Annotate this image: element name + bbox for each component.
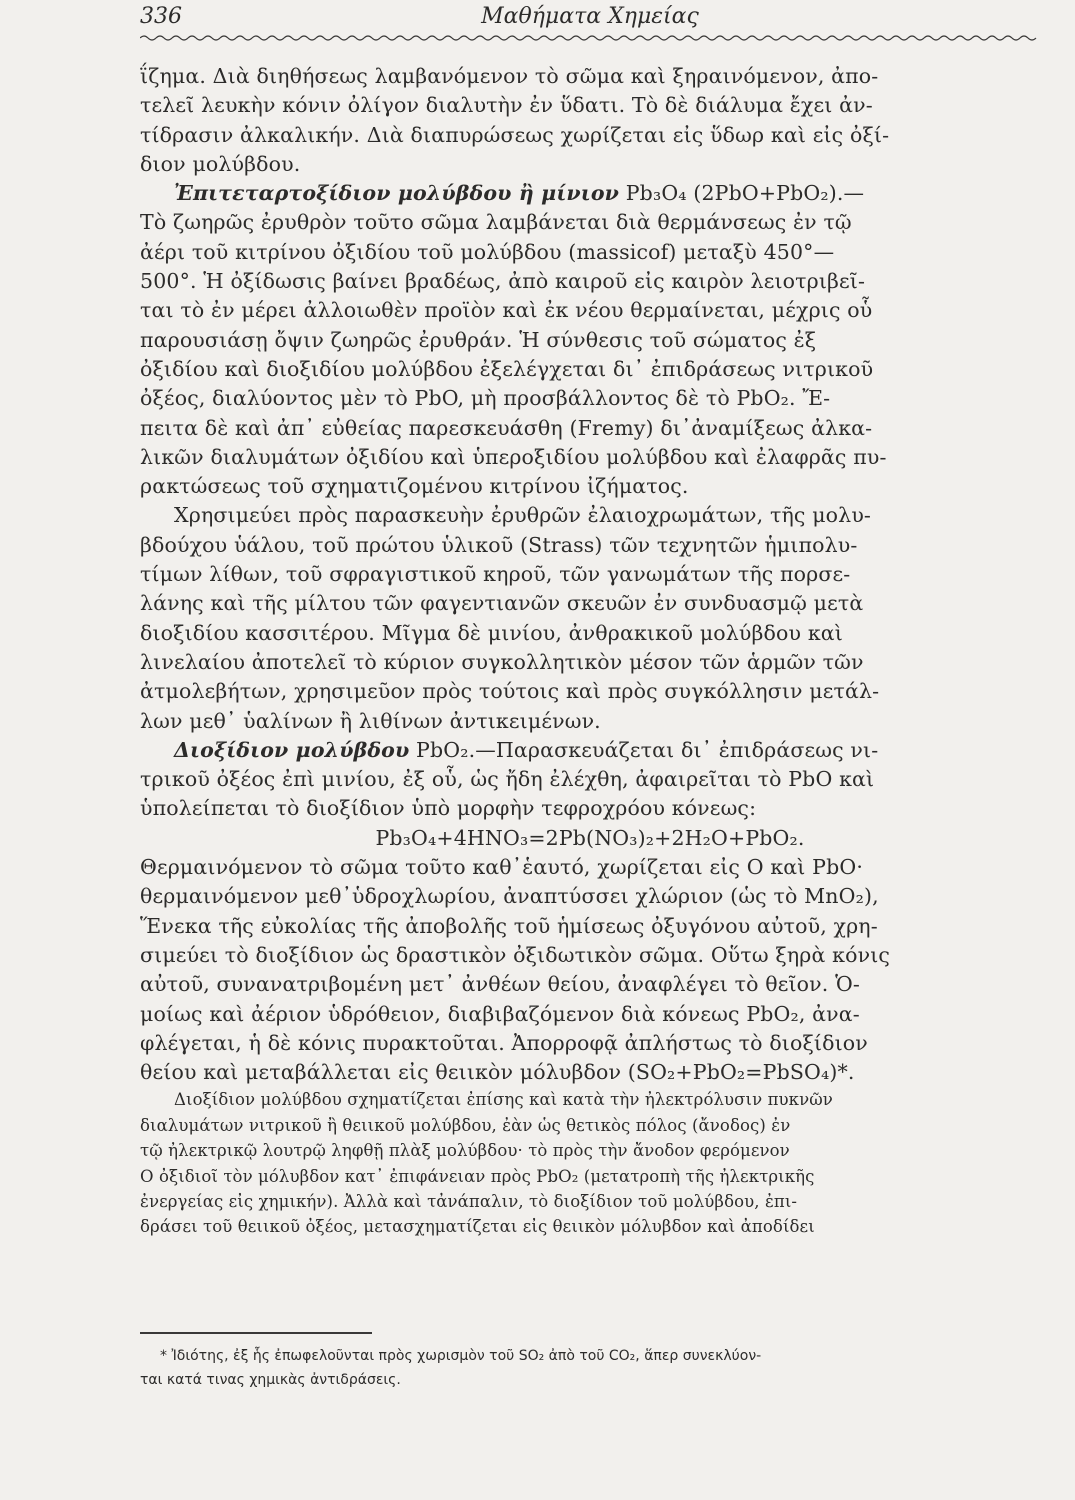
body-line: τίμων λίθων, τοῦ σφραγιστικοῦ κηροῦ, τῶν γανωμάτων τῆς πορσε- <box>140 562 851 587</box>
body-line: ὀξέος, διαλύοντος μὲν τὸ PbO, μὴ προσβάλλοντος δὲ τὸ PbO₂. Ἔ- <box>140 386 831 411</box>
body-line: διοξιδίου κασσιτέρου. Μῖγμα δὲ μινίου, ἀνθρακικοῦ μολύβδου καὶ <box>140 620 843 645</box>
running-title: Μαθήματα Χημείας <box>481 4 699 29</box>
body-line: φλέγεται, ἡ δὲ κόνις πυρακτοῦται. Ἀπορροφᾷ ἀπλήστως τὸ διοξίδιον <box>140 1030 868 1055</box>
footnote <box>140 1344 1040 1392</box>
body-line: Χρησιμεύει πρὸς παρασκευὴν ἐρυθρῶν ἐλαιοχρωμάτων, τῆς μολυ- <box>174 503 872 528</box>
page-header <box>140 4 1040 30</box>
body-line: πειτα δὲ καὶ ἀπ᾿ εὐθείας παρεσκευάσθη (Fremy) δι᾿ἀναμίξεως ἀλκα- <box>140 415 873 440</box>
body-line: 500°. Ἡ ὀξίδωσις βαίνει βραδέως, ἀπὸ καιροῦ εἰς καιρὸν λειοτριβεῖ- <box>140 269 866 294</box>
minium-formula: Pb₃O₄ (2PbO+PbO₂).— <box>625 181 865 206</box>
body-line: Τὸ ζωηρῶς ἐρυθρὸν τοῦτο σῶμα λαμβάνεται διὰ θερμάνσεως ἐν τῷ <box>140 210 852 235</box>
main-text <box>140 62 1040 1240</box>
body-line: ται τὸ ἐν μέρει ἀλλοιωθὲν προϊὸν καὶ ἐκ νέου θερμαίνεται, μέχρις οὗ <box>140 298 873 323</box>
body-line: ἀέρι τοῦ κιτρίνου ὀξιδίου τοῦ μολύβδου (massicof) μεταξὺ 450°— <box>140 239 835 264</box>
footnote-rule <box>140 1332 372 1334</box>
small-print-line: ἐνεργείας εἰς χημικήν). Ἀλλὰ καὶ τἀνάπαλιν, τὸ διοξίδιον τοῦ μολύβδου, ἐπι- <box>140 1191 798 1211</box>
body-line: ΐζημα. Διὰ διηθήσεως λαμβανόμενον τὸ σῶμα καὶ ξηραινόμενον, ἀπο- <box>140 64 879 88</box>
body-line: λικῶν διαλυμάτων ὀξιδίου καὶ ὑπεροξιδίου μολύβδου καὶ ἐλαφρᾶς πυ- <box>140 444 887 469</box>
page-number: 336 <box>140 4 182 29</box>
equation: Pb₃O₄+4HNO₃=2Pb(NO₃)₂+2H₂O+PbO₂. <box>375 825 805 850</box>
body-line: Ἕνεκα τῆς εὐκολίας τῆς ἀποβολῆς τοῦ ἡμίσεως ὀξυγόνου αὐτοῦ, χρη- <box>140 913 878 938</box>
body-line: σιμεύει τὸ διοξίδιον ὡς δραστικὸν ὀξιδωτικὸν σῶμα. Οὕτω ξηρὰ κόνις <box>140 942 891 967</box>
body-line: τελεῖ λευκὴν κόνιν ὀλίγον διαλυτὴν ἐν ὕδατι. Τὸ δὲ διάλυμα ἔχει ἀν- <box>140 93 873 118</box>
minium-heading-line <box>140 179 1040 208</box>
body-line: βδούχου ὑάλου, τοῦ πρώτου ὑλικοῦ (Strass) τῶν τεχνητῶν ἡμιπολυ- <box>140 532 858 557</box>
body-line: ὑπολείπεται τὸ διοξίδιον ὑπὸ μορφὴν τεφροχρόου κόνεως: <box>140 796 757 821</box>
body-line: ἀτμολεβήτων, χρησιμεῦον πρὸς τούτοις καὶ πρὸς συγκόλλησιν μετάλ- <box>140 679 880 704</box>
body-line: Θερμαινόμενον τὸ σῶμα τοῦτο καθ᾿ἑαυτό, χωρίζεται εἰς Ο καὶ PbO· <box>140 855 863 880</box>
body-line: διον μολύβδου. <box>140 151 301 176</box>
minium-heading: Ἐπιτεταρτοξίδιον μολύβδου ἢ μίνιον <box>174 181 620 206</box>
body-line: λων μεθ᾿ ὑαλίνων ἢ λιθίνων ἀντικειμένων. <box>140 708 601 733</box>
body-line: μοίως καὶ ἀέριον ὑδρόθειον, διαβιβαζόμενον διὰ κόνεως PbO₂, ἀνα- <box>140 1001 860 1026</box>
body-line: αὐτοῦ, συνανατριβομένη μετ᾿ ἀνθέων θείου, ἀναφλέγει τὸ θεῖον. Ὁ- <box>140 972 860 997</box>
wavy-header-rule <box>140 34 1040 42</box>
body-line: ὀξιδίου καὶ διοξιδίου μολύβδου ἐξελέγχεται δι᾿ ἐπιδράσεως νιτρικοῦ <box>140 356 874 381</box>
small-print-line: δράσει τοῦ θειικοῦ ὀξέος, μετασχηματίζεται εἰς θειικὸν μόλυβδον καὶ ἀποδίδει <box>140 1217 815 1237</box>
small-print-line: Ο ὀξιδιοῖ τὸν μόλυβδον κατ᾿ ἐπιφάνειαν πρὸς PbO₂ (μετατροπὴ τῆς ἠλεκτρικῆς <box>140 1166 815 1186</box>
footnote-line: ται κατά τινας χημικὰς ἀντιδράσεις. <box>140 1372 401 1388</box>
body-line: τίδρασιν ἀλκαλικήν. Διὰ διαπυρώσεως χωρίζεται εἰς ὕδωρ καὶ εἰς ὀξί- <box>140 122 890 147</box>
small-print-line: τῷ ἠλεκτρικῷ λουτρῷ ληφθῇ πλὰξ μολύβδου· τὸ πρὸς τὴν ἄνοδον φερόμενον <box>140 1141 790 1161</box>
body-line: τρικοῦ ὀξέος ἐπὶ μινίου, ἐξ οὗ, ὡς ἤδη ἐλέχθη, ἀφαιρεῖται τὸ PbO καὶ <box>140 767 875 792</box>
body-line: θερμαινόμενον μεθ᾿ὑδροχλωρίου, ἀναπτύσσει χλώριον (ὡς τὸ MnO₂), <box>140 884 879 909</box>
small-print-line: Διοξίδιον μολύβδου σχηματίζεται ἐπίσης καὶ κατὰ τὴν ἠλεκτρόλυσιν πυκνῶν <box>174 1090 833 1110</box>
dioxide-intro: PbO₂.—Παρασκευάζεται δι᾿ ἐπιδράσεως νι- <box>416 737 879 762</box>
dioxide-heading: Διοξίδιον μολύβδου <box>174 737 410 762</box>
body-line: ρακτώσεως τοῦ σχηματιζομένου κιτρίνου ἰζήματος. <box>140 474 689 499</box>
body-line: θείου καὶ μεταβάλλεται εἰς θειικὸν μόλυβδον (SO₂+PbO₂=PbSO₄)*. <box>140 1060 855 1085</box>
body-line: λάνης καὶ τῆς μίλτου τῶν φαγεντιανῶν σκευῶν ἐν συνδυασμῷ μετὰ <box>140 591 864 616</box>
body-line: λινελαίου ἀποτελεῖ τὸ κύριον συγκολλητικὸν μέσον τῶν ἁρμῶν τῶν <box>140 649 864 674</box>
small-print-line: διαλυμάτων νιτρικοῦ ἢ θειικοῦ μολύβδου, ἐὰν ὡς θετικὸς πόλος (ἄνοδος) ἐν <box>140 1115 791 1135</box>
footnote-line: * Ἰδιότης, ἐξ ἧς ἐπωφελοῦνται πρὸς χωρισμὸν τοῦ SO₂ ἀπὸ τοῦ CO₂, ἅπερ συνεκλύον- <box>160 1348 762 1364</box>
body-line: παρουσιάσῃ ὄψιν ζωηρῶς ἐρυθράν. Ἡ σύνθεσις τοῦ σώματος ἐξ <box>140 327 817 352</box>
dioxide-heading-line <box>140 736 1040 765</box>
